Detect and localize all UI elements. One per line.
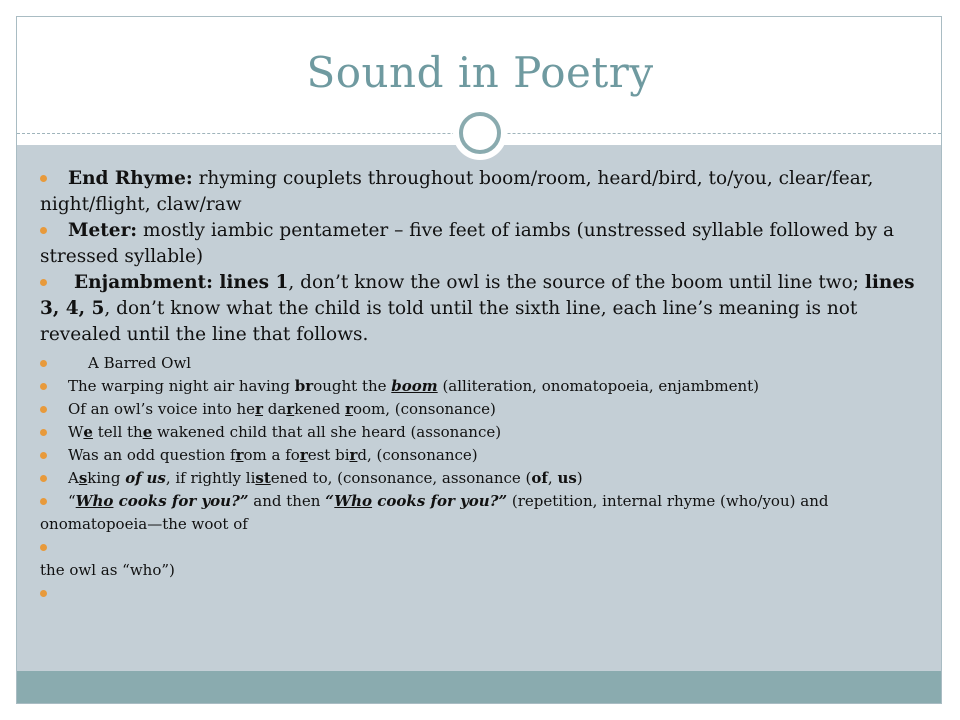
bullet-label: Enjambment: lines 1 xyxy=(74,272,289,293)
slide-body xyxy=(40,166,920,605)
bullet-label: Meter: xyxy=(68,220,138,241)
bullet-icon xyxy=(40,544,47,551)
circle-ornament-icon xyxy=(453,106,507,160)
bullet-text: , don’t know the owl is the source of the boom until line two; xyxy=(288,272,865,293)
poem-line: Asking of us, if rightly listened to, (consonance, assonance (of, us) xyxy=(40,467,920,490)
poem-title-item xyxy=(40,352,920,375)
footer-band xyxy=(17,671,941,703)
empty-bullet xyxy=(40,582,920,605)
bullet-icon xyxy=(40,227,47,234)
bullet-icon xyxy=(40,475,47,482)
bullet-icon xyxy=(40,406,47,413)
bullet-icon xyxy=(40,383,47,390)
bullet-text: rhyming couplets throughout boom/room, heard/bird, to/you, clear/fear, night/flight, claw/raw xyxy=(40,168,874,215)
poem-line: Was an odd question from a forest bird, (consonance) xyxy=(40,444,920,467)
bullet-icon xyxy=(40,175,47,182)
poem-line: “Who cooks for you?” and then “Who cooks for you?” (repetition, internal rhyme (who/you) and onomatopoeia—the woot of xyxy=(40,492,829,533)
bullet-text: mostly iambic pentameter – five feet of iambs (unstressed syllable followed by a stressed syllable) xyxy=(40,220,895,267)
continuation-text: the owl as “who”) xyxy=(40,561,175,579)
bullet-icon xyxy=(40,498,47,505)
poem-line: The warping night air having brought the boom (alliteration, onomatopoeia, enjambment) xyxy=(40,375,920,398)
ring-icon xyxy=(459,112,501,154)
list-item xyxy=(40,166,920,218)
poem-line: We tell the wakened child that all she heard (assonance) xyxy=(40,421,920,444)
bullet-label: End Rhyme: xyxy=(68,168,193,189)
empty-bullet xyxy=(40,536,920,559)
slide-title: Sound in Poetry xyxy=(306,48,654,97)
poem-title: A Barred Owl xyxy=(88,354,192,372)
bullet-icon xyxy=(40,429,47,436)
bullet-icon xyxy=(40,452,47,459)
bullet-icon xyxy=(40,590,47,597)
list-item xyxy=(40,218,920,270)
list-item xyxy=(40,270,920,348)
poem-line: Of an owl’s voice into her darkened room, (consonance) xyxy=(40,398,920,421)
bullet-label: lines 3, 4, 5 xyxy=(40,272,915,319)
bullet-text: , don’t know what the child is told until the sixth line, each line’s meaning is not revealed until the line that follows. xyxy=(40,298,858,345)
bullet-icon xyxy=(40,279,47,286)
bullet-icon xyxy=(40,360,47,367)
